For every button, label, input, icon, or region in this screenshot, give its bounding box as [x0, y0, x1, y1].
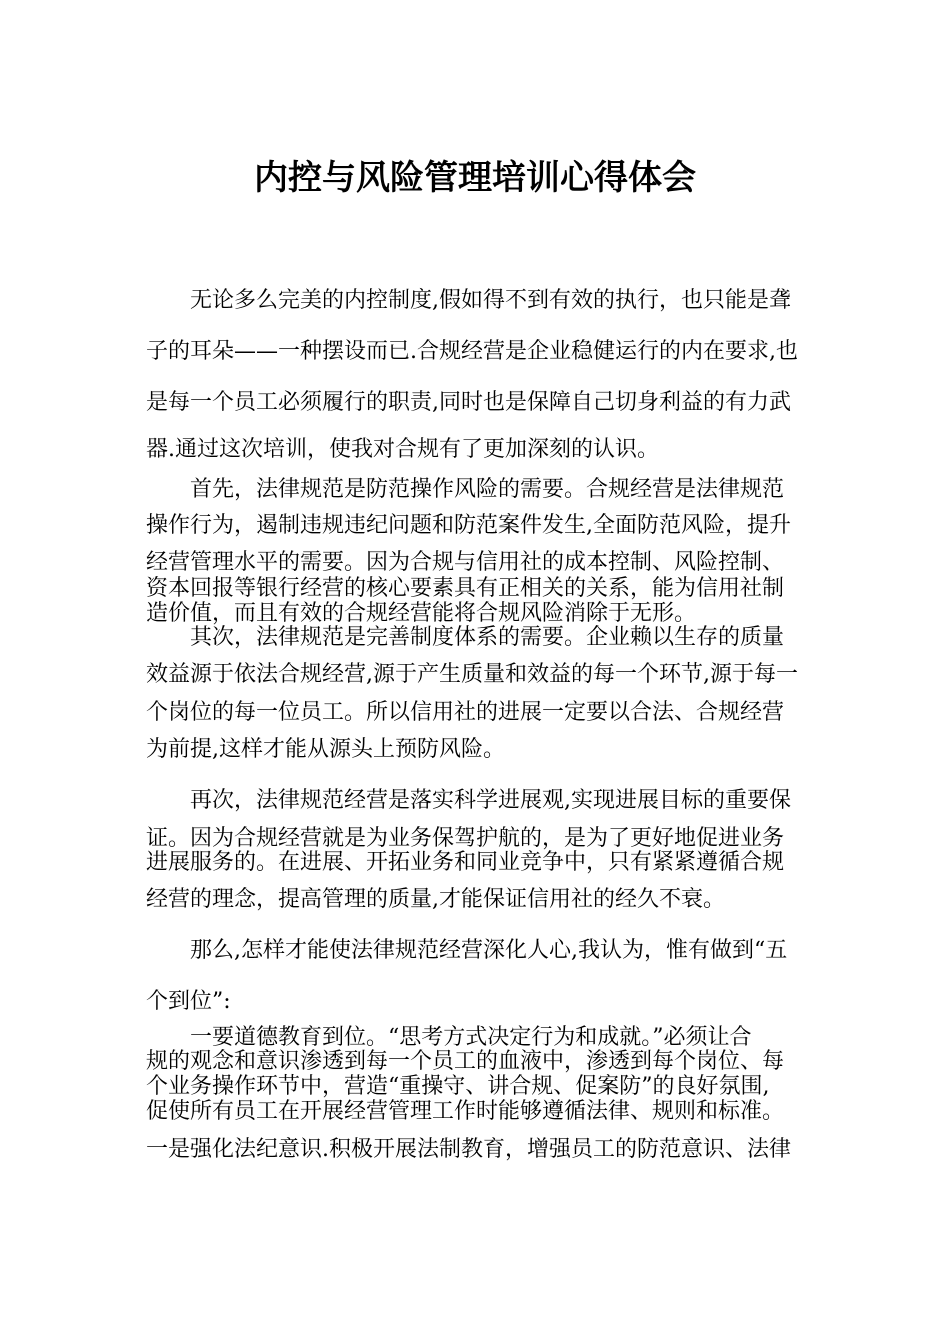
text-line: 器.通过这次培训，使我对合规有了更加深刻的认识。: [146, 437, 659, 462]
text-line: 造价值，而且有效的合规经营能将合规风险消除于无形。: [146, 601, 697, 626]
text-line: 是每一个员工必须履行的职责,同时也是保障自己切身利益的有力武: [146, 390, 791, 415]
text-line: 证。因为合规经营就是为业务保驾护航的，是为了更好地促进业务: [146, 826, 785, 851]
text-line: 一是强化法纪意识.积极开展法制教育，增强员工的防范意识、法律: [146, 1137, 791, 1162]
text-line: 那么,怎样才能使法律规范经营深化人心,我认为，惟有做到“五: [146, 938, 788, 963]
text-line: 规的观念和意识渗透到每一个员工的血液中，渗透到每个岗位、每: [146, 1049, 785, 1074]
text-line: 经营的理念，提高管理的质量,才能保证信用社的经久不衰。: [146, 887, 725, 912]
text-line: 资本回报等银行经营的核心要素具有正相关的关系，能为信用社制: [146, 576, 785, 601]
text-line: 操作行为，遏制违规违纪问题和防范案件发生,全面防范风险，提升: [146, 513, 791, 538]
text-line: 无论多么完美的内控制度,假如得不到有效的执行，也只能是聋: [146, 288, 791, 313]
text-line: 一要道德教育到位。“思考方式决定行为和成就。”必须让合: [146, 1025, 752, 1050]
text-line: 经营管理水平的需要。因为合规与信用社的成本控制、风险控制、: [146, 550, 785, 575]
text-line: 个到位”:: [146, 989, 231, 1014]
document-title: 内控与风险管理培训心得体会: [254, 158, 696, 198]
text-line: 效益源于依法合规经营,源于产生质量和效益的每一个环节,源于每一: [146, 662, 798, 687]
text-line: 其次，法律规范是完善制度体系的需要。企业赖以生存的质量: [146, 625, 785, 650]
text-line: 进展服务的。在进展、开拓业务和同业竞争中，只有紧紧遵循合规: [146, 850, 785, 875]
text-line: 子的耳朵——一种摆设而已.合规经营是企业稳健运行的内在要求,也: [146, 339, 798, 364]
text-line: 个业务操作环节中，营造“重操守、讲合规、促案防”的良好氛围,: [146, 1074, 770, 1099]
text-line: 个岗位的每一位员工。所以信用社的进展一定要以合法、合规经营: [146, 700, 785, 725]
text-line: 再次，法律规范经营是落实科学进展观,实现进展目标的重要保: [146, 788, 791, 813]
text-line: 首先，法律规范是防范操作风险的需要。合规经营是法律规范: [146, 477, 785, 502]
text-line: 为前提,这样才能从源头上预防风险。: [146, 737, 505, 762]
text-line: 促使所有员工在开展经营管理工作时能够遵循法律、规则和标准。: [146, 1099, 785, 1124]
